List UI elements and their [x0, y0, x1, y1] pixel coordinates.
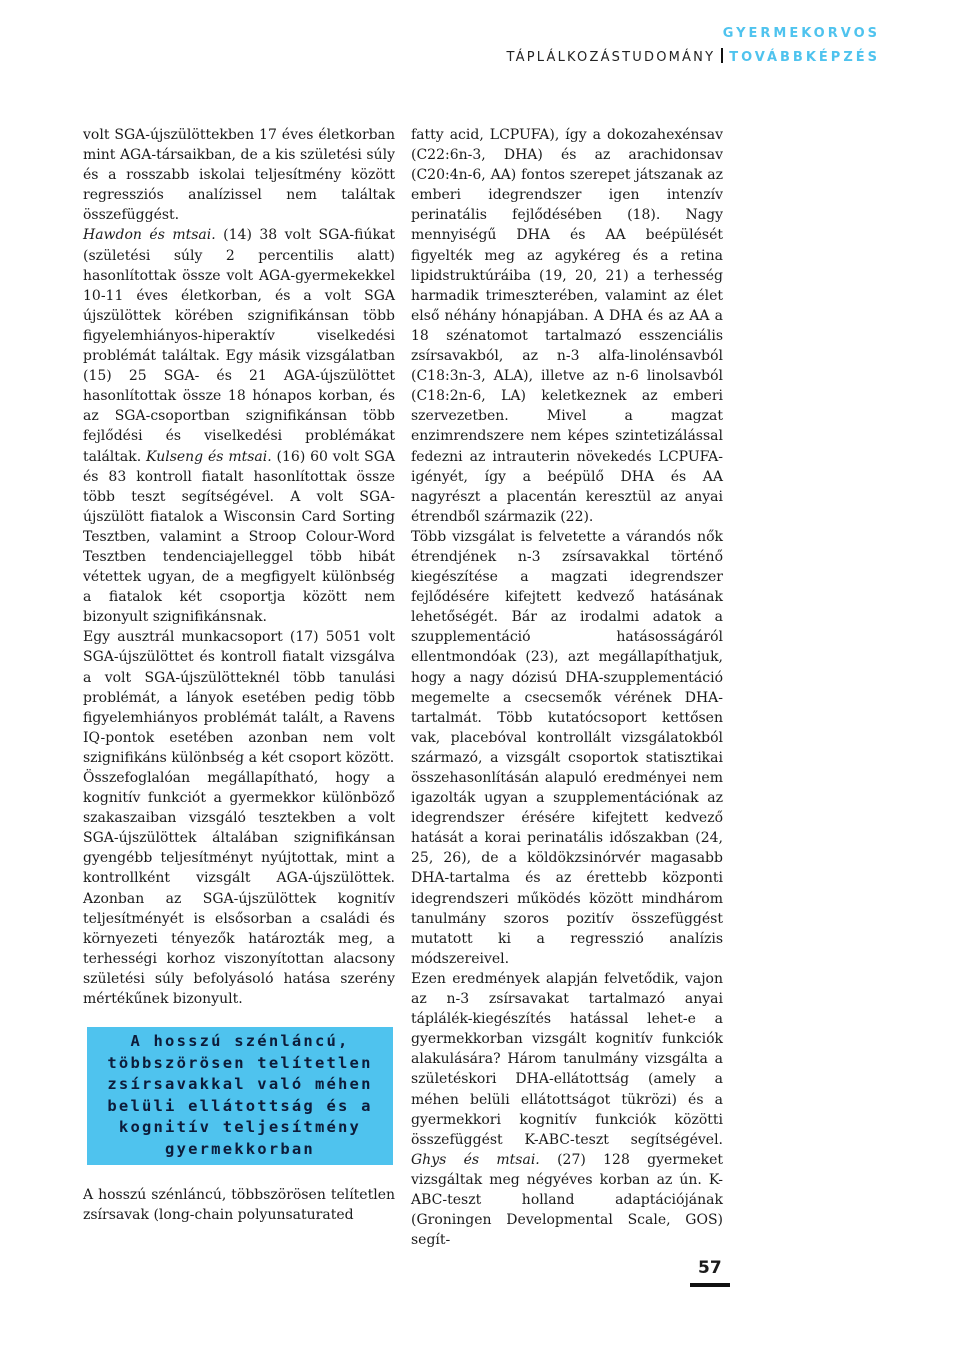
header-type: TOVÁBBKÉPZÉS [729, 50, 880, 65]
right-paragraph-1: fatty acid, LCPUFA), így a dokozahexénsav (C22:6n-3, DHA) és az arachidonsav (C20:4n-6, AA) fontos szerepet játszanak az emberi idegrendszer igen intenzív perinatális fejlődésében (18). Nagy mennyiségű DHA és AA beépülését figyelték meg az agykéreg és a retina lipidstruktúráiba (19, 20, 21) a terhesség harmadik trimeszterében, valamint az élet első néhány hónapjában. A DHA és az AA a 18 szénatomot tartalmazó esszenciális zsírsavakból, az n-3 alfa-linolénsavból (C18:3n-3, ALA), illetve az n-6 linolsavból (C18:2n-6, LA) keletkeznek az emberi szervezetben. Mivel a magzat enzimrendszere nem képes szintetizálással fedezni az intrauterin növekedés LCPUFA-igényét, így a beépülő DHA és AA nagyrészt a placentán keresztül az anyai étrendből származik (22). [411, 127, 723, 525]
section-heading-box [87, 1027, 393, 1165]
left-paragraph-2-text-a: (14) 38 volt SGA-fiúkat (születési súly 2 percentilis alatt) hasonlítottak össze volt AGA-gyermekekkel 10-11 éves életkorban, és a volt SGA újszülöttek körében szignifikánsan több figyelemhiányos-hiperaktív viselkedési problémát találtak. Egy másik vizsgálatban (15) 25 SGA- és 21 AGA-újszülöttet hasonlítottak össze 18 hónapos korban, és az SGA-csoportban szignifikánsan több fejlődési és viselkedési problémákat találtak. [83, 227, 395, 465]
header-category: TÁPLÁLKOZÁSTUDOMÁNY [506, 50, 716, 65]
left-paragraph-1: volt SGA-újszülöttekben 17 éves életkorban mint AGA-társaikban, de a kis születési súly és a rosszabb iskolai teljesítmény között regressziós analízissel nem találtak összefüggést. [83, 127, 395, 224]
header-section-label: GYERMEKORVOS [722, 26, 880, 41]
left-paragraph-2 [83, 225, 395, 627]
header-separator [721, 48, 723, 63]
section-heading-line: gyermekkorban [165, 1139, 315, 1158]
right-column [411, 125, 723, 1250]
page-number-rule [690, 1283, 730, 1287]
left-column [83, 125, 395, 1225]
right-paragraph-3 [411, 969, 723, 1250]
section-heading-line: kognitív teljesítmény [118, 1118, 362, 1137]
section-heading-line: A hosszú szénláncú, [130, 1032, 350, 1051]
right-paragraph-3-text-b: (27) 128 gyermeket vizsgáltak meg négyéves korban az ún. K-ABC-teszt holland adaptációjának (Groningen Developmental Scale, GOS) segít- [411, 1151, 723, 1249]
section-heading-line: zsírsavakkal való méhen [107, 1075, 373, 1094]
page-number: 57 [698, 1258, 722, 1278]
section-heading-line: belüli ellátottság és a [107, 1096, 373, 1115]
citation-hawdon: Hawdon és mtsai. [83, 227, 216, 244]
running-header [507, 22, 881, 70]
citation-kulseng: Kulseng és mtsai. [146, 448, 272, 465]
left-paragraph-4: Összefoglalóan megállapítható, hogy a kognitív funkciót a gyermekkor különböző szakaszaiban vizsgáló tesztekben a volt SGA-újszülöttek általában szignifikánsan gyengébb teljesítményt nyújtottak, mint a kontrollként vizsgált AGA-újszülöttek. Azonban az SGA-újszülöttek kognitív teljesítményét is elsősorban a családi és környezeti tényezők határozták meg, a terhességi korhoz viszonyítottan alacsony születési súly befolyásoló hatása szerény mértékűnek bizonyult. [83, 770, 395, 1008]
left-paragraph-3: Egy ausztrál munkacsoport (17) 5051 volt SGA-újszülöttet és kontroll fiatalt vizsgálva a volt SGA-újszülötteknél több tanulási problémát, a lányok esetében pedig több figyelemhiányos problémát talált, a Ravens IQ-pontok esetében azonban nem volt szignifikáns különbség a két csoport között. [83, 629, 395, 766]
right-paragraph-3-text-a: Ezen eredmények alapján felvetődik, vajon az n-3 zsírsavakat tartalmazó anyai táplálék-kiegészítés hatással lehet-e a gyermekkorban vizsgált kognitív funkciók alakulására? Három tanulmány vizsgálta a születéskori DHA-ellátottság (amely a méhen belüli ellátottságot tükrözi) és a gyermekkori kognitív funkciók közötti összefüggést K-ABC-teszt segítségével. [411, 970, 723, 1148]
header-category-line [507, 46, 881, 70]
left-paragraph-5: A hosszú szénláncú, többszörösen telítetlen zsírsavak (long-chain polyunsaturated [83, 1187, 395, 1224]
citation-ghys: Ghys és mtsai. [411, 1151, 540, 1168]
right-paragraph-2: Több vizsgálat is felvetette a várandós nők étrendjének n-3 zsírsavakkal történő kiegészítése a magzati idegrendszer fejlődésére kifejtett kedvező hatásának lehetőségét. Bár az irodalmi adatok a szupplementáció hatásosságáról ellentmondóak (23), azt megállapíthatjuk, hogy a nagy dózisú DHA-szupplementáció megemelte a csecsemők vérének DHA-tartalmát. Több kutatócsoport kettősen vak, placebóval kontrollált vizsgálatokból származó, a vizsgált csoportok statisztikai összehasonlításán alapuló eredményei nem igazolták ugyan a szupplementációnak az idegrendszer érésére kifejtett kedvező hatását a korai perinatális időszakban (24, 25, 26), de a köldökzsinórvér magasabb DHA-tartalma és az érettebb központi idegrendszeri működés között mindhárom tanulmány szoros pozitív összefüggést mutatott ki a regresszió analízis módszereivel. [411, 528, 723, 967]
left-paragraph-2-text-b: (16) 60 volt SGA és 83 kontroll fiatalt hasonlítottak össze több teszt segítségével. A volt SGA-újszülött fiatalok a Wisconsin Card Sorting Tesztben, valamint a Stroop Colour-Word Tesztben tendenciajelleggel több hibát vétettek ugyan, de a megfigyelt különbség a fiatalok két csoportja között nem bizonyult szignifikánsnak. [83, 448, 395, 626]
section-heading-line: többszörösen telítetlen [107, 1053, 373, 1072]
